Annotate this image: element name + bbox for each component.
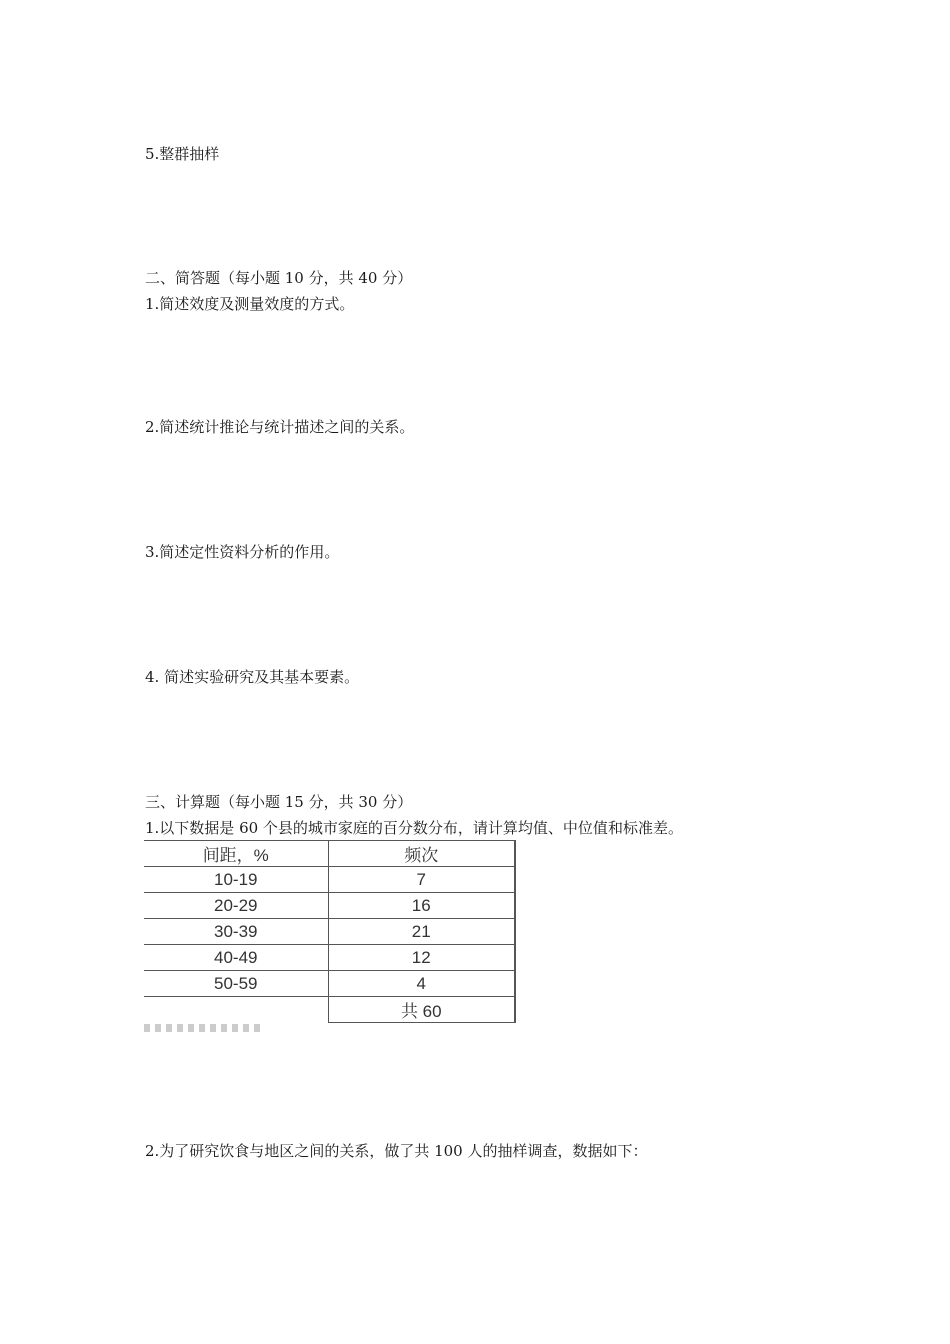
section-2-title: 二、简答题（每小题 10 分，共 40 分）	[145, 269, 413, 287]
frequency-table	[144, 840, 516, 1023]
short-answer-question-2: 2.简述统计推论与统计描述之间的关系。	[145, 418, 415, 436]
short-answer-question-3: 3.简述定性资料分析的作用。	[145, 543, 340, 561]
interval-cell: 40-49	[144, 945, 328, 971]
interval-cell: 10-19	[144, 867, 328, 893]
interval-cell: 20-29	[144, 893, 328, 919]
total-frequency-cell: 共 60	[328, 997, 515, 1023]
short-answer-question-4: 4. 简述实验研究及其基本要素。	[145, 668, 360, 686]
scan-artifact	[144, 1024, 264, 1032]
calculation-question-1: 1.以下数据是 60 个县的城市家庭的百分数分布，请计算均值、中位值和标准差。	[145, 819, 683, 837]
header-interval: 间距，%	[144, 841, 328, 867]
table-row	[144, 867, 515, 893]
table-header-row	[144, 841, 515, 867]
frequency-cell: 12	[328, 945, 515, 971]
table-row	[144, 919, 515, 945]
table-row	[144, 893, 515, 919]
interval-cell: 50-59	[144, 971, 328, 997]
table-row	[144, 971, 515, 997]
item-5-cluster-sampling: 5.整群抽样	[145, 145, 220, 163]
table-row	[144, 945, 515, 971]
interval-cell	[144, 997, 328, 1023]
calculation-question-2: 2.为了研究饮食与地区之间的关系，做了共 100 人的抽样调查，数据如下：	[145, 1142, 648, 1160]
frequency-cell: 7	[328, 867, 515, 893]
short-answer-question-1: 1.简述效度及测量效度的方式。	[145, 295, 355, 313]
interval-cell: 30-39	[144, 919, 328, 945]
header-frequency: 频次	[328, 841, 515, 867]
frequency-cell: 21	[328, 919, 515, 945]
section-3-title: 三、计算题（每小题 15 分，共 30 分）	[145, 793, 413, 811]
table-total-row	[144, 997, 515, 1023]
frequency-cell: 4	[328, 971, 515, 997]
frequency-cell: 16	[328, 893, 515, 919]
